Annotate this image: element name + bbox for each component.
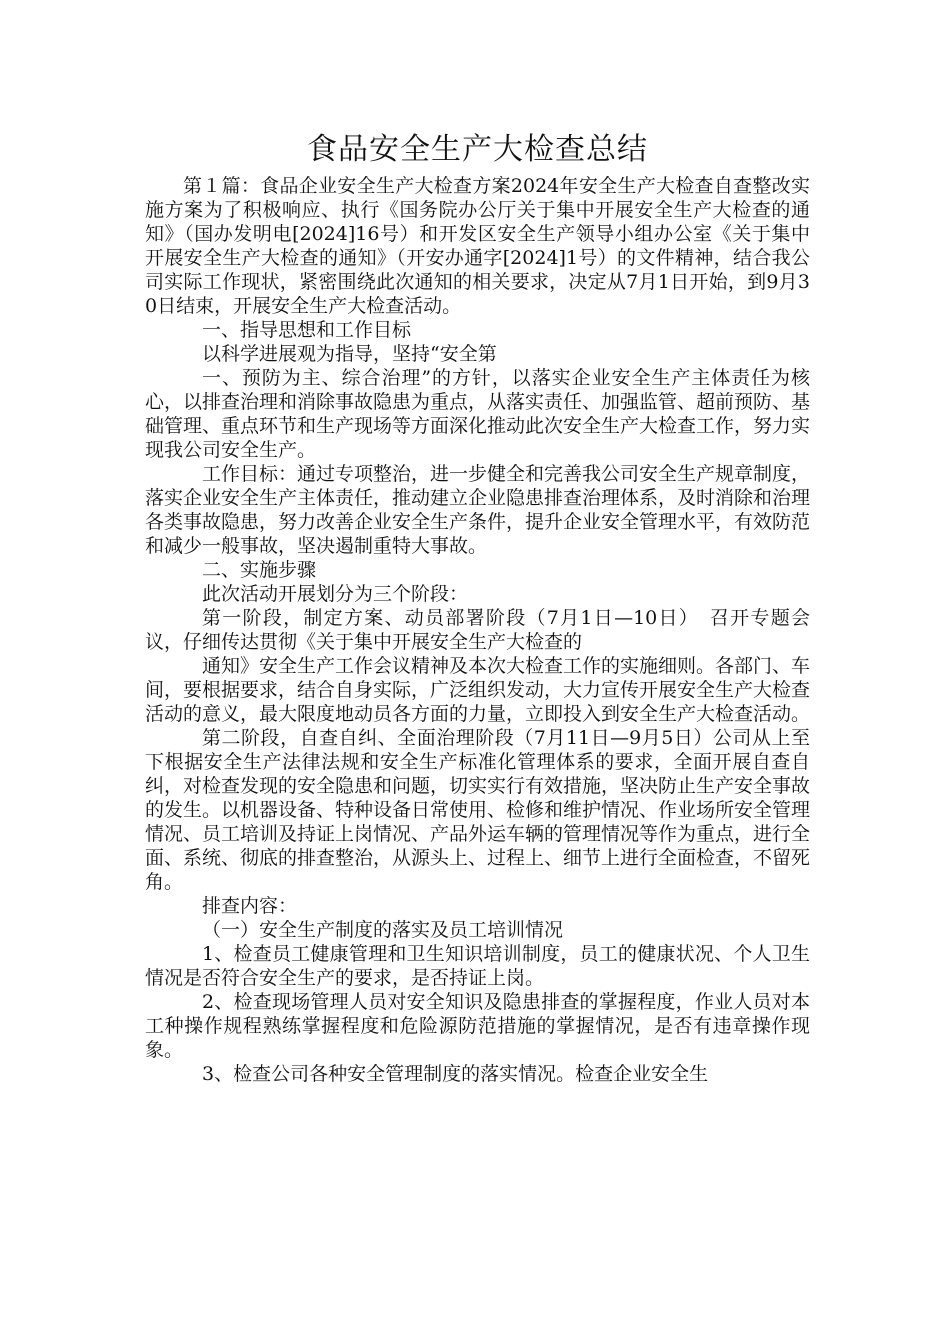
paragraph: 以科学进展观为指导，坚持“安全第 <box>202 343 497 365</box>
paragraph: 一、预防为主、综合治理”的方针，以落实企业安全生产主体责任为核心，以排查治理和消除事故隐患为重点，从落实责任、加强监管、超前预防、基础管理、重点环节和生产现场等方面深化推动此次安全生产大检查工作，努力实现我公司安全生产。 <box>145 367 811 461</box>
paragraph: 此次活动开展划分为三个阶段： <box>202 583 469 605</box>
list-item: 3、检查公司各种安全管理制度的落实情况。检查企业安全生 <box>202 1063 709 1085</box>
section-heading-2: 二、实施步骤 <box>202 559 317 581</box>
list-item: 2、检查现场管理人员对安全知识及隐患排查的掌握程度，作业人员对本工种操作规程熟练掌握程度和危险源防范措施的掌握情况，是否有违章操作现象。 <box>145 991 810 1061</box>
paragraph-stage-2: 第二阶段，自查自纠、全面治理阶段（7月11日—9月5日）公司从上至下根据安全生产法律法规和安全生产标准化管理体系的要求，全面开展自查自纠，对检查发现的安全隐患和问题，切实实行有效措施，坚决防止生产安全事故的发生。以机器设备、特种设备日常使用、检修和维护情况、作业场所安全管理情况、员工培训及持证上岗情况、产品外运车辆的管理情况等作为重点，进行全面、系统、彻底的排查整治，从源头上、过程上、细节上进行全面检查，不留死角。 <box>145 727 811 893</box>
paragraph: 通知》安全生产工作会议精神及本次大检查工作的实施细则。各部门、车间，要根据要求，结合自身实际，广泛组织发动，大力宣传开展安全生产大检查活动的意义，最大限度地动员各方面的力量，立即投入到安全生产大检查活动。 <box>145 655 811 725</box>
paragraph-intro: 第１篇：食品企业安全生产大检查方案2024年安全生产大检查自查整改实施方案为了积极响应、执行《国务院办公厅关于集中开展安全生产大检查的通知》（国办发明电[2024]16号）和开发区安全生产领导小组办公室《关于集中开展安全生产大检查的通知》（开安办通字[2024]1号）的文件精神，结合我公司实际工作现状，紧密围绕此次通知的相关要求，决定从7月1日开始，到9月30日结束，开展安全生产大检查活动。 <box>145 175 810 317</box>
paragraph: 排查内容： <box>202 895 298 917</box>
list-item: 1、检查员工健康管理和卫生知识培训制度，员工的健康状况、个人卫生情况是否符合安全生产的要求，是否持证上岗。 <box>145 943 810 989</box>
subsection-heading: （一）安全生产制度的落实及员工培训情况 <box>202 919 564 941</box>
section-heading-1: 一、指导思想和工作目标 <box>202 319 412 341</box>
document-page <box>145 128 810 1086</box>
paragraph-stage-1: 第一阶段，制定方案、动员部署阶段（7月1日—10日） 召开专题会议，仔细传达贯彻《关于集中开展安全生产大检查的 <box>145 607 810 653</box>
document-title: 食品安全生产大检查总结 <box>307 132 648 167</box>
paragraph-goal: 工作目标：通过专项整治，进一步健全和完善我公司安全生产规章制度，落实企业安全生产主体责任，推动建立企业隐患排查治理体系，及时消除和治理各类事故隐患，努力改善企业安全生产条件，提升企业安全管理水平，有效防范和减少一般事故，坚决遏制重特大事故。 <box>145 463 811 557</box>
